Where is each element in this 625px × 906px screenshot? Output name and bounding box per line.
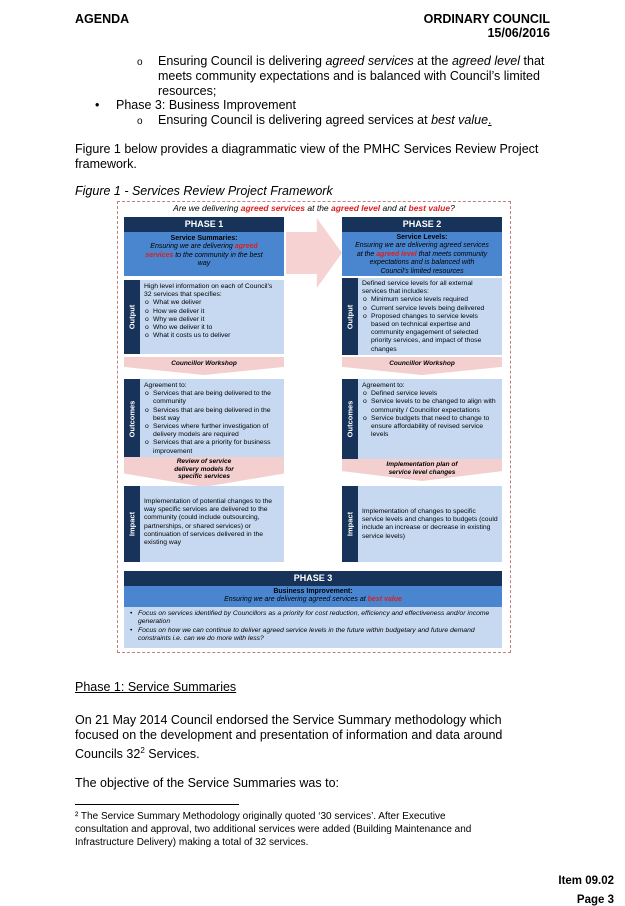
text-run: Outcomes xyxy=(345,400,355,438)
phase2-title: PHASE 2 xyxy=(342,217,502,232)
list-item: o Minimum service levels required xyxy=(362,296,498,304)
text-run: that meets community xyxy=(416,250,488,258)
text-run: Service Summaries: xyxy=(170,235,238,242)
phase1-desc xyxy=(124,243,284,251)
footnote-ref: 2 xyxy=(140,746,145,755)
text-run: agreed level xyxy=(376,250,417,258)
text-run: resources; xyxy=(158,84,217,98)
figure-caption: Figure 1 - Services Review Project Framework xyxy=(75,184,333,198)
list-item: o What we deliver xyxy=(144,299,280,307)
list-item: o Services that are being delivered in the best way xyxy=(144,407,280,423)
text-run: and at xyxy=(380,203,409,213)
text-run: Infrastructure Delivery) making a total of 32 services. xyxy=(75,837,309,848)
phase1-review xyxy=(124,458,284,481)
text-run: ² The Service Summary Methodology originally quoted ‘30 services’. After Executive xyxy=(75,811,446,822)
phase1-output-label xyxy=(124,280,140,354)
text-run: to the community in the best xyxy=(173,251,263,259)
text-run: expectations and is balanced with xyxy=(369,259,475,267)
phase3-desc xyxy=(124,596,502,604)
phase3-item: • Focus on services identified by Councillors as a priority for cost reduction, efficiency and effectiveness and/or income generation xyxy=(138,610,496,627)
phase3-summary xyxy=(124,586,502,607)
list-item: o What it costs us to deliver xyxy=(144,332,280,340)
phase1-title: PHASE 1 xyxy=(124,217,284,232)
text-run: at the xyxy=(413,54,452,68)
list-item: o Services where further investigation of delivery models are required xyxy=(144,423,280,439)
text-run: Ensuring Council is delivering agreed services at xyxy=(158,113,432,127)
text-run: meets community expectations and is balanced with Council’s limited xyxy=(158,69,540,83)
phase3-bullet: Phase 3: Business Improvement xyxy=(116,98,296,112)
body-paragraph xyxy=(75,713,555,762)
text-run: agreed services xyxy=(325,54,414,68)
text-run: High level information on each of Council’s 32 services that specifies: xyxy=(144,283,273,299)
list-item: o Who we deliver it to xyxy=(144,324,280,332)
list-item: o Proposed changes to service levels based on technical expertise and community engagement of selected priority services, and impact of those changes xyxy=(362,313,498,354)
text-run: that xyxy=(520,54,545,68)
phase2-output-panel xyxy=(358,278,502,355)
phase2-plan xyxy=(342,461,502,476)
text-run: agreed level xyxy=(331,203,381,213)
meeting-header xyxy=(424,12,550,40)
text-run: Output xyxy=(127,304,137,330)
text-run: Output xyxy=(345,304,355,329)
phase1-impact-label xyxy=(124,486,140,562)
text-run: Defined service levels for all external services that includes: xyxy=(362,280,473,296)
phase2-output-list xyxy=(362,296,498,353)
text-run: Agreement to: xyxy=(144,382,187,389)
phase2-workshop: Councillor Workshop xyxy=(389,360,455,367)
meeting-date: 15/06/2016 xyxy=(487,26,550,40)
text-run: Service Levels: xyxy=(396,234,448,241)
phase3-item: • Focus on how we can continue to deliver agreed service levels in the future within budgetary and future demand constraints i.e. can we do more with less? xyxy=(138,627,496,644)
text-run: services xyxy=(145,251,174,259)
text-run: On 21 May 2014 Council endorsed the Service Summary methodology which xyxy=(75,713,502,727)
section-heading: Phase 1: Service Summaries xyxy=(75,680,237,694)
phase1-outcomes-label xyxy=(124,379,140,459)
text-run: Review of service xyxy=(176,458,232,465)
item-number: Item 09.02 xyxy=(558,875,614,887)
bullet-marker: • xyxy=(95,98,100,112)
text-run: Implementation plan of xyxy=(386,461,458,468)
text-run: Services. xyxy=(144,747,200,762)
phase2-outcomes-label xyxy=(342,379,358,459)
text-run: best value xyxy=(367,596,402,604)
text-run: Ensuring we are delivering agreed services xyxy=(355,242,489,250)
sub-bullet-marker: o xyxy=(137,116,143,127)
list-item: o Why we deliver it xyxy=(144,316,280,324)
phase2-impact-label xyxy=(342,486,358,562)
agenda-header: AGENDA xyxy=(75,12,130,26)
list-item: o How we deliver it xyxy=(144,308,280,316)
phase1-desc xyxy=(124,252,284,260)
text-run: way xyxy=(197,260,211,268)
phase-arrow-icon xyxy=(286,218,342,288)
text-run: Are we delivering xyxy=(173,203,241,213)
body-paragraph: The objective of the Service Summaries was to: xyxy=(75,776,340,790)
list-item: o Services that are a priority for business improvement xyxy=(144,439,280,455)
text-run: service level changes xyxy=(388,468,456,476)
figure-intro xyxy=(75,142,555,172)
text-run: Business Improvement: xyxy=(273,588,353,595)
phase2-impact-panel: Implementation of changes to specific service levels and changes to budgets (could include an increase or decrease in existing service levels) xyxy=(358,486,502,562)
text-run: agreed level xyxy=(451,54,521,68)
phase1-output-list xyxy=(144,299,280,340)
text-run: framework. xyxy=(75,157,137,171)
phase2-outcomes-panel xyxy=(358,379,502,459)
bullet-phase2-text xyxy=(158,54,558,99)
text-run: Figure 1 below provides a diagrammatic view of the PMHC Services Review Project xyxy=(75,142,539,156)
list-item: o Services that are being delivered to the community xyxy=(144,390,280,406)
text-run: Agreement to: xyxy=(362,382,405,389)
text-run: ? xyxy=(450,203,455,213)
text-run: Ensuring Council is delivering xyxy=(158,54,326,68)
list-item: o Defined service levels xyxy=(362,390,498,398)
framework-question xyxy=(118,203,510,213)
bullet-phase3-text xyxy=(158,113,492,128)
text-run: focused on the development and presentation of information and data around xyxy=(75,728,503,742)
footnote-divider xyxy=(75,804,239,805)
phase1-impact-panel: Implementation of potential changes to the way specific services are delivered to the community (could include outsourcing, partnerships, or shared services) or continuation of services delivered in the existing way xyxy=(140,486,284,562)
text-run: at the xyxy=(305,203,332,213)
text-run: best value xyxy=(431,113,489,127)
text-run: best value xyxy=(408,203,451,213)
list-item: o Current service levels being delivered xyxy=(362,305,498,313)
text-run: delivery models for xyxy=(174,465,234,473)
phase2-outcomes-list xyxy=(362,390,498,439)
phase1-output-panel xyxy=(140,280,284,354)
text-run: Ensuring we are delivering xyxy=(150,243,235,251)
phase1-outcomes-panel xyxy=(140,379,284,459)
text-run: Impact xyxy=(345,511,355,537)
footnote xyxy=(75,810,555,849)
list-item: o Service budgets that need to change to ensure affordability of revised service levels xyxy=(362,415,498,440)
phase2-desc xyxy=(342,251,502,259)
text-run: Outcomes xyxy=(127,400,137,438)
text-run: . xyxy=(488,113,492,127)
sub-bullet-marker: o xyxy=(137,57,143,68)
text-run: agreed services xyxy=(240,203,306,213)
text-run: specific services xyxy=(177,473,231,480)
text-run: agreed xyxy=(234,243,258,251)
text-run: Council’s limited resources xyxy=(380,267,464,275)
framework-diagram xyxy=(117,201,511,653)
text-run: at the xyxy=(356,250,377,258)
phase1-summary xyxy=(124,232,284,276)
text-run: Ensuring we are delivering agreed services at xyxy=(224,596,368,604)
text-run: consultation and approval, two additional services were added (Building Maintenance and xyxy=(75,824,472,835)
phase3-list xyxy=(124,607,502,648)
phase2-summary xyxy=(342,232,502,276)
list-item: o Service levels to be changed to align with community / Councillor expectations xyxy=(362,398,498,414)
phase1-outcomes-list xyxy=(144,390,280,456)
meeting-title: ORDINARY COUNCIL xyxy=(423,12,550,26)
phase1-workshop: Councillor Workshop xyxy=(171,360,237,367)
phase2-output-label xyxy=(342,278,358,355)
phase3-title: PHASE 3 xyxy=(124,571,502,586)
page-number: Page 3 xyxy=(576,894,614,906)
text-run: Impact xyxy=(127,511,137,537)
text-run: Councils 32 xyxy=(75,747,141,762)
